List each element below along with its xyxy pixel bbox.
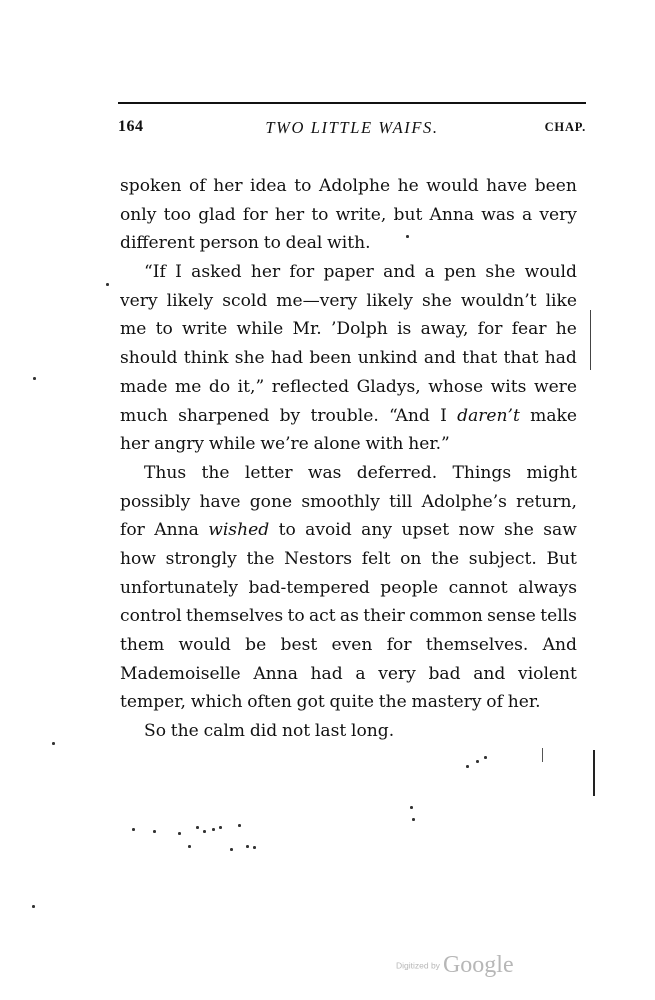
word: be bbox=[245, 635, 267, 655]
word: is bbox=[397, 319, 412, 340]
word: likely bbox=[166, 290, 214, 311]
word: the bbox=[170, 721, 199, 742]
text-line bbox=[120, 717, 577, 746]
word: glad bbox=[198, 204, 236, 225]
scan-dot bbox=[132, 828, 135, 831]
word: And bbox=[542, 635, 577, 655]
word: she bbox=[485, 262, 516, 283]
word: should bbox=[120, 348, 178, 369]
word: she bbox=[503, 520, 534, 541]
scan-dot bbox=[412, 818, 415, 821]
word: sharpened bbox=[178, 405, 270, 426]
scan-dot bbox=[253, 846, 256, 849]
word: people bbox=[380, 577, 439, 598]
word: angry bbox=[154, 434, 205, 455]
word: with. bbox=[327, 233, 371, 254]
text-line bbox=[120, 688, 577, 717]
word: her bbox=[120, 434, 150, 455]
text-line bbox=[120, 430, 577, 459]
scan-dot bbox=[153, 830, 156, 833]
word: were bbox=[533, 376, 577, 397]
word: paper bbox=[323, 262, 374, 283]
word: I bbox=[175, 262, 182, 283]
word: daren’t bbox=[457, 405, 520, 426]
word: a bbox=[355, 663, 366, 684]
word: even bbox=[331, 635, 373, 655]
scan-dot bbox=[33, 377, 36, 380]
text-line bbox=[120, 574, 577, 603]
word: spoken bbox=[120, 176, 182, 196]
word: reflected bbox=[271, 376, 350, 397]
digitized-watermark bbox=[396, 952, 514, 979]
word: was bbox=[481, 204, 515, 225]
word: unkind bbox=[357, 348, 418, 369]
word: now bbox=[458, 520, 495, 541]
word: control bbox=[120, 606, 182, 627]
word: them bbox=[120, 635, 165, 655]
word: but bbox=[393, 204, 423, 225]
word: calm bbox=[203, 721, 246, 742]
word: while bbox=[236, 319, 284, 340]
word: for bbox=[477, 319, 503, 340]
word: Anna bbox=[253, 663, 298, 684]
scan-mark bbox=[590, 310, 591, 370]
body-text bbox=[120, 172, 577, 746]
word: and bbox=[383, 262, 416, 283]
word: subject. bbox=[468, 548, 537, 569]
word: any bbox=[361, 520, 393, 541]
word: to bbox=[278, 520, 296, 541]
scan-dot bbox=[212, 828, 215, 831]
scan-dot bbox=[32, 905, 35, 908]
scan-dot bbox=[203, 830, 206, 833]
word: always bbox=[518, 577, 577, 598]
word: that bbox=[462, 348, 498, 369]
word: would bbox=[524, 262, 577, 283]
text-line bbox=[120, 459, 577, 488]
page-number: 164 bbox=[118, 118, 144, 135]
word: last bbox=[314, 721, 347, 742]
word: her bbox=[274, 204, 305, 225]
word: been bbox=[534, 176, 577, 196]
word: alone bbox=[313, 434, 361, 455]
word: violent bbox=[518, 663, 577, 684]
word: do bbox=[208, 376, 231, 397]
word: temper, bbox=[120, 692, 186, 713]
word: long. bbox=[351, 721, 395, 742]
word: the bbox=[201, 462, 230, 483]
text-line bbox=[120, 201, 577, 230]
scan-dot bbox=[230, 848, 233, 851]
word: common bbox=[409, 606, 483, 627]
word: only bbox=[120, 204, 157, 225]
word: upset bbox=[401, 520, 450, 541]
word: very bbox=[539, 204, 577, 225]
scan-dot bbox=[406, 235, 409, 238]
word: Mr. bbox=[292, 319, 322, 340]
word: gone bbox=[249, 491, 293, 512]
word: But bbox=[546, 548, 577, 569]
google-logo: Google bbox=[442, 952, 514, 978]
word: possibly bbox=[120, 491, 191, 512]
word: Nestors bbox=[284, 548, 353, 569]
word: for bbox=[120, 520, 145, 541]
word: person bbox=[199, 233, 259, 254]
word: scold bbox=[222, 290, 268, 311]
word: her bbox=[213, 176, 243, 196]
scan-dot bbox=[178, 832, 181, 835]
word: not bbox=[281, 721, 311, 742]
word: too bbox=[163, 204, 192, 225]
word: by bbox=[279, 405, 301, 426]
word: been bbox=[309, 348, 352, 369]
word: to bbox=[155, 319, 173, 340]
word: wouldn’t bbox=[460, 290, 537, 311]
word: write, bbox=[335, 204, 387, 225]
word: for bbox=[289, 262, 315, 283]
word: deferred. bbox=[356, 462, 438, 483]
word: me bbox=[175, 376, 202, 397]
word: got bbox=[296, 692, 325, 713]
word: her bbox=[250, 262, 281, 283]
word: Anna bbox=[154, 520, 199, 541]
scan-dot bbox=[246, 845, 249, 848]
text-line bbox=[120, 229, 577, 258]
word: return, bbox=[516, 491, 577, 512]
word: as bbox=[339, 606, 359, 627]
word: write bbox=[182, 319, 228, 340]
word: was bbox=[307, 462, 342, 483]
scan-dot bbox=[484, 756, 487, 759]
word: her.” bbox=[408, 434, 450, 455]
word: felt bbox=[361, 548, 391, 569]
word: she bbox=[234, 348, 265, 369]
word: their bbox=[363, 606, 405, 627]
text-line bbox=[120, 172, 577, 201]
word: away, bbox=[420, 319, 469, 340]
header-rule bbox=[118, 102, 586, 104]
word: likely bbox=[366, 290, 413, 311]
word: a bbox=[521, 204, 533, 225]
word: saw bbox=[543, 520, 577, 541]
word: for bbox=[242, 204, 268, 225]
word: Mademoiselle bbox=[120, 663, 241, 684]
word: tells bbox=[540, 606, 577, 627]
word: best bbox=[280, 635, 318, 655]
word: Thus bbox=[144, 462, 187, 483]
word: Adolphe’s bbox=[421, 491, 507, 512]
word: me bbox=[120, 319, 147, 340]
word: very bbox=[378, 663, 416, 684]
word: had bbox=[544, 348, 577, 369]
word: bad-tempered bbox=[248, 577, 370, 598]
word: to bbox=[311, 204, 329, 225]
word: and bbox=[423, 348, 457, 369]
word: he bbox=[397, 176, 419, 196]
word: we’re bbox=[260, 434, 309, 455]
word: trouble. bbox=[310, 405, 379, 426]
scan-dot bbox=[476, 760, 479, 763]
word: pen bbox=[444, 262, 477, 283]
scan-dot bbox=[410, 806, 413, 809]
word: letter bbox=[244, 462, 293, 483]
word: ’Dolph bbox=[330, 319, 388, 340]
word: deal bbox=[285, 233, 323, 254]
text-line bbox=[120, 660, 577, 689]
word: So bbox=[144, 721, 167, 742]
word: sense bbox=[487, 606, 536, 627]
word: did bbox=[249, 721, 278, 742]
word: I bbox=[440, 405, 447, 426]
word: think bbox=[183, 348, 229, 369]
word: to bbox=[294, 176, 312, 196]
word: her. bbox=[507, 692, 541, 713]
word: it,” bbox=[237, 376, 265, 397]
text-line bbox=[120, 545, 577, 574]
watermark-prefix: Digitized by bbox=[396, 960, 440, 971]
word: and bbox=[473, 663, 506, 684]
word: bad bbox=[428, 663, 461, 684]
word: would bbox=[178, 635, 231, 655]
word: have bbox=[486, 176, 528, 196]
text-line bbox=[120, 631, 577, 660]
word: might bbox=[526, 462, 577, 483]
word: Adolphe bbox=[318, 176, 391, 196]
text-line bbox=[120, 258, 577, 287]
text-line bbox=[120, 488, 577, 517]
scan-mark bbox=[593, 750, 595, 796]
word: cannot bbox=[448, 577, 508, 598]
word: of bbox=[486, 692, 503, 713]
word: a bbox=[424, 262, 435, 283]
text-line bbox=[120, 344, 577, 373]
word: had bbox=[310, 663, 343, 684]
text-line bbox=[120, 402, 577, 431]
word: to bbox=[263, 233, 281, 254]
word: the bbox=[378, 692, 407, 713]
word: on bbox=[400, 548, 422, 569]
word: mastery bbox=[411, 692, 482, 713]
word: he bbox=[555, 319, 577, 340]
word: asked bbox=[191, 262, 242, 283]
word: till bbox=[389, 491, 413, 512]
word: she bbox=[421, 290, 452, 311]
word: smoothly bbox=[301, 491, 380, 512]
scan-dot bbox=[466, 765, 469, 768]
word: different bbox=[120, 233, 195, 254]
word: for bbox=[386, 635, 412, 655]
word: act bbox=[308, 606, 336, 627]
scan-dot bbox=[188, 845, 191, 848]
word: wished bbox=[208, 520, 270, 541]
running-header bbox=[118, 118, 586, 142]
text-line bbox=[120, 602, 577, 631]
word: the bbox=[431, 548, 460, 569]
word: the bbox=[246, 548, 275, 569]
word: very bbox=[120, 290, 158, 311]
word: while bbox=[208, 434, 256, 455]
word: “And bbox=[389, 405, 430, 426]
word: themselves bbox=[186, 606, 284, 627]
word: to bbox=[287, 606, 305, 627]
word: make bbox=[530, 405, 577, 426]
word: which bbox=[190, 692, 243, 713]
word: Anna bbox=[429, 204, 475, 225]
scan-dot bbox=[106, 283, 109, 286]
text-line bbox=[120, 315, 577, 344]
word: avoid bbox=[305, 520, 352, 541]
scan-dot bbox=[219, 826, 222, 829]
word: often bbox=[247, 692, 292, 713]
word: unfortunately bbox=[120, 577, 238, 598]
word: much bbox=[120, 405, 168, 426]
word: Gladys, bbox=[356, 376, 421, 397]
word: me—very bbox=[276, 290, 358, 311]
word: wits bbox=[490, 376, 527, 397]
word: had bbox=[270, 348, 304, 369]
word: have bbox=[199, 491, 241, 512]
word: Things bbox=[452, 462, 512, 483]
word: of bbox=[189, 176, 206, 196]
text-line bbox=[120, 516, 577, 545]
word: that bbox=[503, 348, 539, 369]
word: strongly bbox=[165, 548, 237, 569]
scan-dot bbox=[52, 742, 55, 745]
word: idea bbox=[250, 176, 287, 196]
word: fear bbox=[511, 319, 547, 340]
word: themselves. bbox=[425, 635, 529, 655]
word: whose bbox=[428, 376, 484, 397]
scan-dot bbox=[196, 826, 199, 829]
text-line bbox=[120, 287, 577, 316]
text-line bbox=[120, 373, 577, 402]
word: how bbox=[120, 548, 156, 569]
word: would bbox=[426, 176, 479, 196]
word: made bbox=[120, 376, 168, 397]
scan-mark bbox=[542, 748, 543, 762]
word: “If bbox=[144, 262, 166, 283]
word: quite bbox=[329, 692, 374, 713]
word: like bbox=[545, 290, 577, 311]
word: with bbox=[365, 434, 404, 455]
running-title: TWO LITTLE WAIFS. bbox=[265, 118, 439, 137]
scan-dot bbox=[238, 824, 241, 827]
chapter-abbrev: CHAP. bbox=[544, 120, 586, 134]
